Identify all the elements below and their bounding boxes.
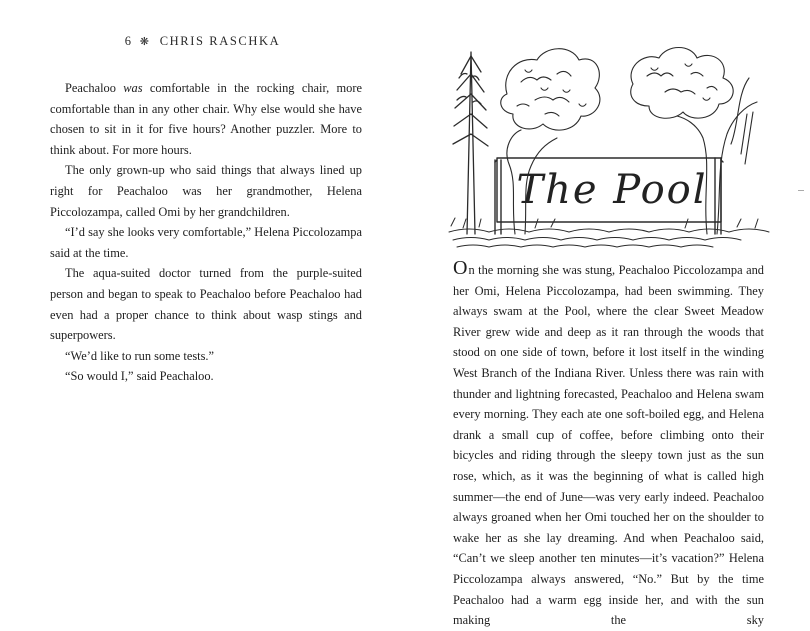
- paragraph-6: “So would I,” said Peachaloo.: [65, 369, 214, 384]
- paragraph-2: The only grown-up who said things that always lined up right for Peachaloo was her grandmother, Helena Piccolozampa, called Omi by her grandchildren.: [50, 163, 362, 219]
- chapter-title: The Pool: [516, 167, 708, 213]
- right-body-text: [453, 257, 764, 631]
- page-number: 6: [124, 34, 132, 48]
- paragraph-1: Peachaloo was comfortable in the rocking chair, more comfortable than in any other chair. Why else would she have chosen to sit in it for five hours? Another puzzler. More to think about. For more hours.: [50, 81, 362, 157]
- ornament-icon: ❋: [139, 36, 149, 48]
- paragraph-3: “I’d say she looks very comfortable,” Helena Piccolozampa said at the time.: [50, 225, 362, 260]
- left-page: [0, 0, 405, 608]
- paragraph-4: The aqua-suited doctor turned from the purple-suited person and began to speak to Peachaloo before Peachaloo had even had a proper chance to think about wasp stings and superpowers.: [50, 266, 362, 343]
- right-page: [405, 0, 810, 628]
- pine-tree-icon: [453, 52, 488, 234]
- paragraph-5: “We’d like to run some tests.”: [65, 348, 215, 363]
- chapter-body: n the morning she was stung, Peachaloo Piccolozampa and her Omi, Helena Piccolozampa, had been swimming. They always swam at the Pool, where the clear Sweet Meadow River grew wide and deep as it ran through the woods that stood on one side of town, before it lost itself in the winding West Branch of the Indiana River. Unless there was rain with thunder and lightning forecasted, Peachaloo and Helena swam every morning. They each ate one soft-boiled egg, and Helena drank a small cup of coffee, before climbing onto their bicycles and riding through the sleepy town just as the sun rose, which, as it was the beginning of what is called high summer—the end of June—was very early indeed. Peachaloo always groaned when her Omi touched her on the shoulder to wake her as she lay dreaming. And when Peachaloo said, “Can’t we sleep another ten minutes—it’s vacation?” Helena Piccolozampa always answered, “No.” But by the time Peachaloo had a warm egg inside her, and with the sun making the sky: [453, 263, 764, 628]
- drop-cap: O: [453, 257, 468, 279]
- author-name: CHRIS RASCHKA: [159, 34, 281, 48]
- left-body-text: [50, 78, 362, 387]
- margin-mark: [798, 190, 804, 191]
- running-head: [0, 34, 405, 49]
- emphasis-was: was: [123, 81, 143, 95]
